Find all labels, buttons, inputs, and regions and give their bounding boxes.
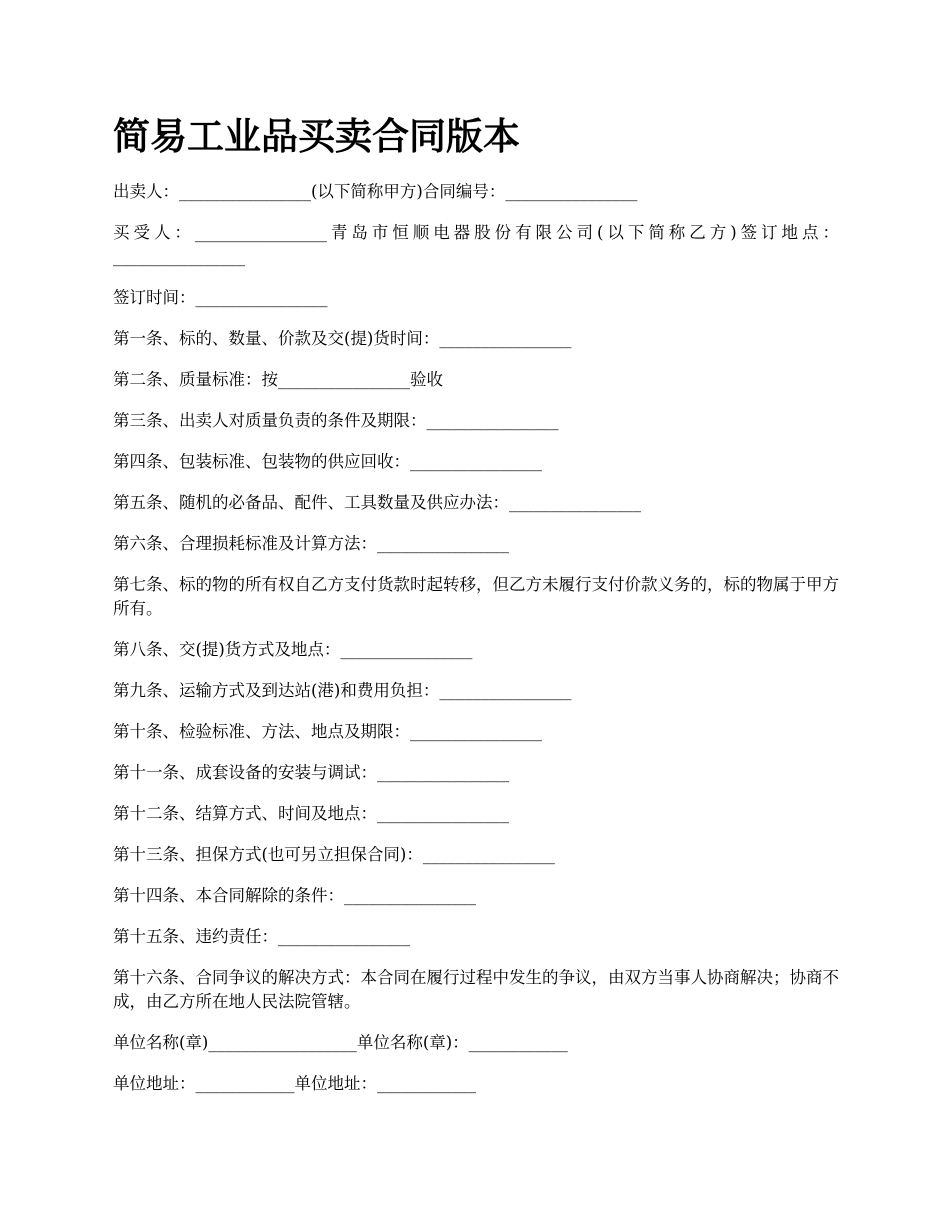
- seller-line: 出卖人：________________(以下简称甲方)合同编号：________________: [113, 182, 638, 201]
- clause-8: 第八条、交(提)货方式及地点：________________: [113, 640, 473, 659]
- clause-11: 第十一条、成套设备的安装与调试：________________: [113, 763, 509, 782]
- clause-16: 第十六条、合同争议的解决方式：本合同在履行过程中发生的争议，由双方当事人协商解决；协商不成，由乙方所在地人民法院管辖。: [113, 968, 839, 1011]
- clause-2: 第二条、质量标准：按________________验收: [113, 370, 443, 389]
- clause-4: 第四条、包装标准、包装物的供应回收：________________: [113, 452, 542, 471]
- company-name-line: 单位名称(章)__________________单位名称(章)：____________: [113, 1033, 568, 1052]
- clause-14: 第十四条、本合同解除的条件：________________: [113, 886, 476, 905]
- clause-10: 第十条、检验标准、方法、地点及期限：________________: [113, 722, 542, 741]
- document-page: [113, 110, 839, 1113]
- clause-1: 第一条、标的、数量、价款及交(提)货时间：________________: [113, 329, 572, 348]
- clause-13: 第十三条、担保方式(也可另立担保合同)：________________: [113, 845, 555, 864]
- document-title: 简易工业品买卖合同版本: [113, 114, 520, 158]
- clause-3: 第三条、出卖人对质量负责的条件及期限：________________: [113, 411, 559, 430]
- signing-time-line: 签订时间：________________: [113, 288, 328, 307]
- clause-7: 第七条、标的物的所有权自乙方支付货款时起转移，但乙方未履行支付价款义务的，标的物属于甲方所有。: [113, 575, 839, 618]
- clause-5: 第五条、随机的必备品、配件、工具数量及供应办法：________________: [113, 493, 641, 512]
- clause-9: 第九条、运输方式及到达站(港)和费用负担：________________: [113, 681, 572, 700]
- clause-12: 第十二条、结算方式、时间及地点：________________: [113, 804, 509, 823]
- clause-6: 第六条、合理损耗标准及计算方法：________________: [113, 534, 509, 553]
- buyer-line: 买受人：________________青岛市恒顺电器股份有限公司(以下简称乙方)签订地点：________________: [113, 223, 839, 266]
- clause-15: 第十五条、违约责任：________________: [113, 927, 410, 946]
- company-address-line: 单位地址：____________单位地址：____________: [113, 1074, 476, 1093]
